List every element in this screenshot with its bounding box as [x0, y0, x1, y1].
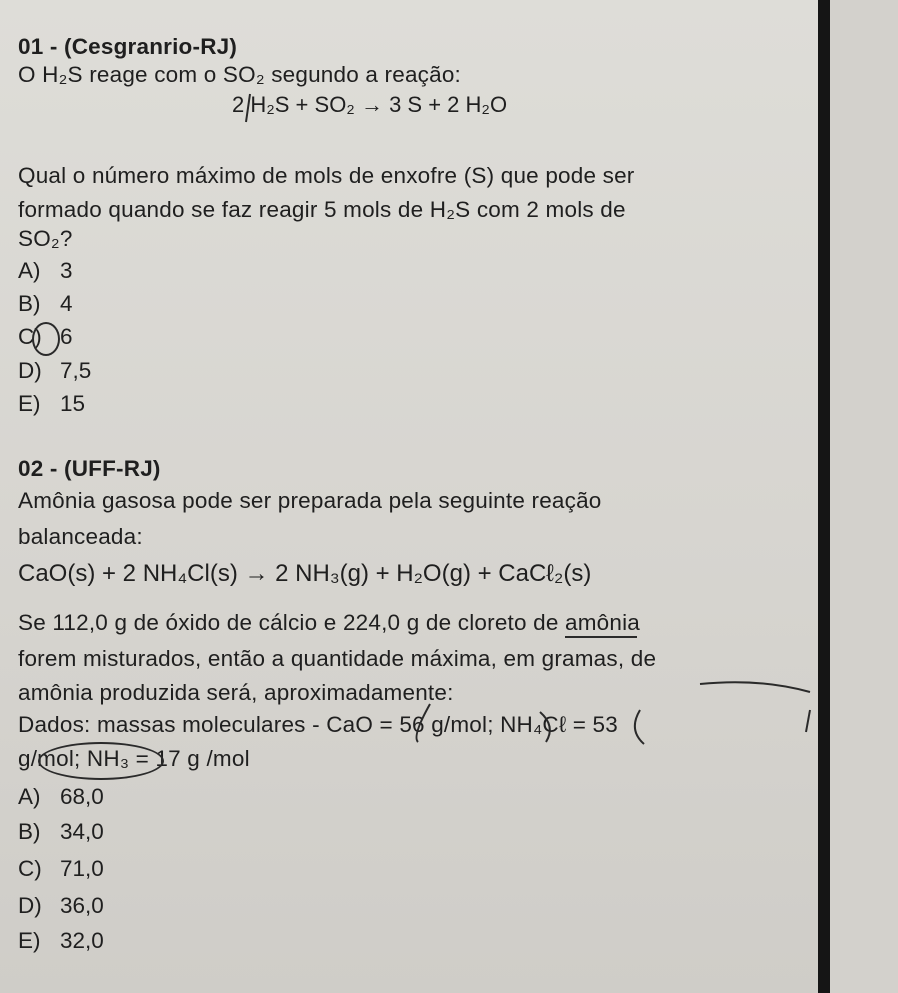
q1-option-text: 7,5 — [60, 358, 92, 383]
q1-question-line-2: formado quando se faz reagir 5 mols de H₂S com 2 mols de — [18, 197, 626, 222]
q2-header: 02 - (UFF-RJ) — [18, 456, 161, 481]
q2-option-text: 32,0 — [60, 928, 104, 953]
q1-option-letter: B) — [18, 291, 41, 316]
q2-option-b[interactable] — [18, 819, 104, 845]
q2-option-letter: B) — [18, 819, 41, 844]
q2-option-a[interactable] — [18, 784, 104, 810]
q2-question-line-2: forem misturados, então a quantidade máxima, em gramas, de — [18, 646, 657, 671]
q2-question-line-1: Se 112,0 g de óxido de cálcio e 224,0 g de cloreto de amônia — [18, 610, 641, 635]
q2-question-line-4: Dados: massas moleculares - CaO = 56 g/mol; NH₄Cℓ = 53 — [18, 712, 618, 737]
q2-option-letter: A) — [18, 784, 41, 809]
q1-option-letter: E) — [18, 391, 41, 416]
q1-option-letter: D) — [18, 358, 42, 383]
q2-option-text: 71,0 — [60, 856, 104, 881]
q2-question-line-3: amônia produzida será, aproximadamente: — [18, 680, 454, 705]
q1-option-e[interactable] — [18, 391, 85, 417]
q1-option-text: 4 — [60, 291, 73, 316]
q1-question-line-1: Qual o número máximo de mols de enxofre (S) que pode ser — [18, 163, 635, 188]
q1-option-a[interactable] — [18, 258, 73, 284]
q2-option-text: 34,0 — [60, 819, 104, 844]
q1-option-text: 6 — [60, 324, 73, 349]
q1-option-d[interactable] — [18, 358, 91, 384]
q2-intro-line-1: Amônia gasosa pode ser preparada pela seguinte reação — [18, 488, 602, 513]
page-edge-shadow — [818, 0, 830, 993]
q2-option-e[interactable] — [18, 928, 104, 954]
q2-question-line-5: g/mol; NH₃ = 17 g /mol — [18, 746, 250, 771]
q2-option-text: 68,0 — [60, 784, 104, 809]
q2-option-c[interactable] — [18, 856, 104, 882]
q2-equation: CaO(s) + 2 NH₄Cl(s) → 2 NH₃(g) + H₂O(g) + CaCℓ₂(s) — [18, 560, 592, 587]
q2-option-letter: D) — [18, 893, 42, 918]
q2-option-letter: E) — [18, 928, 41, 953]
q1-option-c[interactable] — [18, 324, 73, 350]
q2-intro-line-2: balanceada: — [18, 524, 143, 549]
underline-mark — [565, 636, 637, 638]
q1-option-text: 15 — [60, 391, 86, 416]
q2-option-d[interactable] — [18, 893, 104, 919]
q1-option-b[interactable] — [18, 291, 73, 317]
q1-equation: 2 H₂S + SO₂ → 3 S + 2 H₂O — [232, 92, 508, 117]
q1-header: 01 - (Cesgranrio-RJ) — [18, 34, 238, 59]
q2-option-letter: C) — [18, 856, 42, 881]
q1-option-text: 3 — [60, 258, 73, 283]
q1-question-line-3: SO₂? — [18, 226, 73, 251]
q1-option-letter: A) — [18, 258, 41, 283]
q2-option-text: 36,0 — [60, 893, 104, 918]
q1-option-letter: C) — [18, 324, 42, 349]
q1-intro: O H₂S reage com o SO₂ segundo a reação: — [18, 62, 462, 87]
